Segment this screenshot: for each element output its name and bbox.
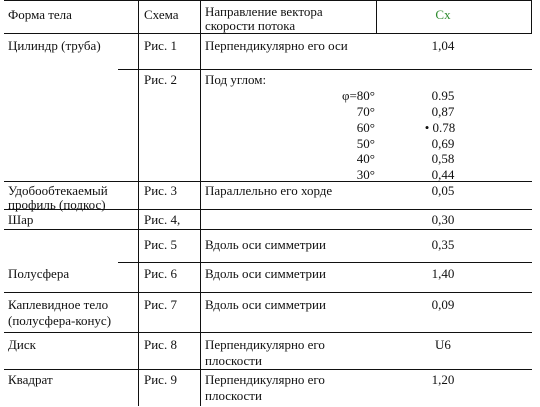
angle-label: φ=80° [341, 88, 375, 103]
row-cx: 0,35 [431, 237, 455, 252]
row-cx: 0,09 [431, 297, 455, 312]
row-scheme: Рис. 5 [144, 237, 177, 252]
table-row [8, 183, 454, 212]
row-scheme: Рис. 8 [144, 337, 177, 352]
row-cx: 1,04 [431, 38, 455, 53]
row-direction: Параллельно его хорде [205, 183, 333, 198]
table-row [8, 337, 451, 368]
table-header [8, 4, 451, 33]
row-direction: Перпендикулярно его оси [205, 38, 348, 53]
row-shape: Диск [8, 337, 36, 352]
row-direction: Вдоль оси симметрии [205, 266, 326, 281]
row-scheme: Рис. 1 [144, 38, 177, 53]
row-direction-line2: плоскости [205, 388, 262, 403]
angle-cx: 0,87 [431, 104, 455, 119]
row-direction-line2: плоскости [205, 353, 262, 368]
angle-label: 40° [356, 151, 375, 166]
row-scheme: Рис. 3 [144, 183, 177, 198]
row-direction-line1: Перпендикулярно его [205, 337, 325, 352]
table-row [144, 237, 454, 252]
angle-label: 50° [356, 136, 375, 151]
row-cx: U6 [435, 337, 451, 352]
row-scheme: Рис. 4, [144, 212, 181, 227]
row-scheme: Рис. 9 [144, 372, 177, 387]
table-row [8, 297, 454, 328]
row-direction: Вдоль оси симметрии [205, 297, 326, 312]
table-row [8, 266, 454, 281]
row-shape: Цилиндр (труба) [8, 38, 101, 53]
angle-label: 70° [356, 104, 375, 119]
table-row-angles [144, 72, 455, 182]
table-row [8, 38, 455, 53]
header-cx: Cx [435, 7, 451, 22]
angle-label: 30° [356, 167, 375, 182]
row-scheme: Рис. 6 [144, 266, 177, 281]
row-cx: 1,20 [431, 372, 455, 387]
row-shape-line1: Удобообтекаемый [8, 183, 108, 198]
header-direction-line1: Направление вектора [205, 4, 323, 19]
angle-cx: 0,44 [431, 167, 455, 182]
angle-cx: • 0.78 [424, 120, 456, 135]
row-cx: 0,30 [431, 212, 455, 227]
row-direction: Под углом: [205, 72, 267, 87]
row-shape: Шар [8, 212, 34, 227]
row-shape-line2: профиль (подкос) [8, 197, 106, 212]
angle-cx: 0,69 [431, 136, 455, 151]
angle-cx: 0,58 [431, 151, 455, 166]
row-scheme: Рис. 2 [144, 72, 177, 87]
header-scheme: Схема [144, 7, 179, 22]
row-direction-line1: Перпендикулярно его [205, 372, 325, 387]
row-direction: Вдоль оси симметрии [205, 237, 326, 252]
row-shape: Полусфера [8, 266, 70, 281]
angle-label: 60° [356, 120, 375, 135]
row-scheme: Рис. 7 [144, 297, 177, 312]
table-row [8, 372, 454, 403]
table-row [8, 212, 454, 227]
row-cx: 0,05 [431, 183, 455, 198]
row-shape-line1: Каплевидное тело [8, 297, 109, 312]
row-cx: 1,40 [431, 266, 455, 281]
angle-cx: 0.95 [431, 88, 455, 103]
row-shape-line2: (полусфера-конус) [8, 313, 112, 328]
header-direction-line2: скорости потока [205, 18, 296, 33]
header-shape: Форма тела [8, 7, 72, 22]
row-shape: Квадрат [8, 372, 53, 387]
